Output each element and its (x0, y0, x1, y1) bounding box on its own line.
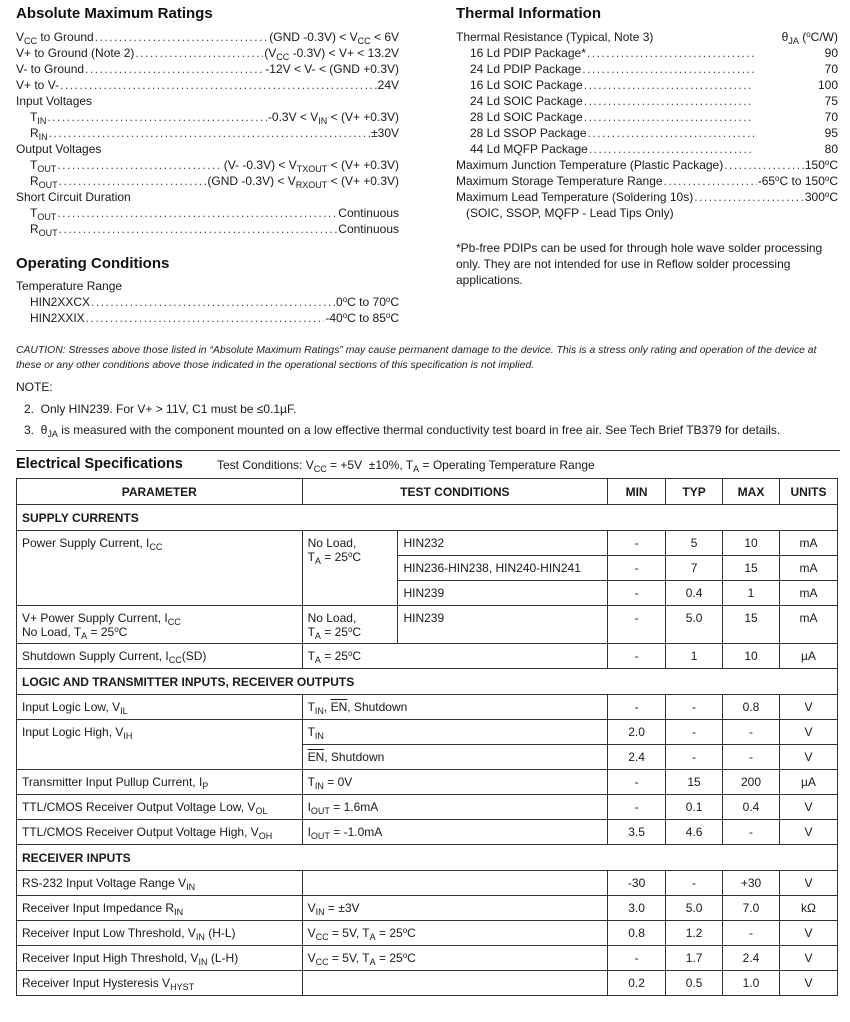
lead-tips-label: (SOIC, SSOP, MQFP - Lead Tips Only) (466, 206, 674, 220)
theta-ja-value: 95 (824, 126, 838, 140)
spec-row (16, 173, 399, 189)
param-cell: Power Supply Current, $I_{CC}$ (17, 531, 303, 606)
thermal-package-row (456, 141, 838, 157)
typ-cell: - (666, 871, 723, 896)
table-row (17, 770, 838, 795)
device-cell: HIN239 (398, 581, 608, 606)
typ-cell: 0.1 (666, 795, 723, 820)
max-cell: 10 (723, 644, 780, 669)
spec-value: $-0.3V < V_{IN} < (V+ +0.3V)$ (267, 110, 399, 126)
spec-label: V- to Ground (16, 62, 85, 76)
dot-leader (135, 45, 263, 61)
min-cell: - (608, 770, 666, 795)
min-cell: 2.4 (608, 745, 666, 770)
spec-label: $R_{IN}$ (30, 126, 48, 142)
package-label: 24 Ld PDIP Package (470, 62, 582, 76)
spec-row (16, 294, 399, 310)
thermal-header-label: Thermal Resistance (Typical, Note 3) (456, 30, 654, 44)
min-cell: 3.5 (608, 820, 666, 845)
abs-max-title: Absolute Maximum Ratings (16, 5, 213, 22)
unit-cell: mA (779, 606, 837, 644)
dot-leader (584, 109, 754, 125)
theta-ja-value: 80 (824, 142, 838, 156)
unit-cell: V (779, 745, 837, 770)
temp-value: 150$^o$C (804, 158, 838, 172)
table-row (17, 921, 838, 946)
min-cell: - (608, 531, 666, 556)
package-label: 28 Ld SSOP Package (470, 126, 587, 140)
param-cell: RS-232 Input Voltage Range $V_{IN}$ (17, 871, 303, 896)
min-cell: 2.0 (608, 720, 666, 745)
typ-cell: - (666, 745, 723, 770)
unit-cell: V (779, 971, 837, 996)
spec-label: V+ to V- (16, 78, 60, 92)
spec-label: HIN2XXCX (30, 295, 91, 309)
thermal-title: Thermal Information (456, 5, 602, 22)
condition-cell: $T_{IN} = 0V$ (302, 770, 608, 795)
typ-cell: 0.4 (666, 581, 723, 606)
abs-max-list (16, 29, 399, 237)
unit-cell: mA (779, 581, 837, 606)
package-label: 16 Ld SOIC Package (470, 78, 583, 92)
package-label: 28 Ld SOIC Package (470, 110, 583, 124)
dot-leader (57, 157, 222, 173)
table-row (17, 795, 838, 820)
spec-row (16, 61, 399, 77)
group-row-receiver (17, 845, 838, 871)
typ-cell: 0.5 (666, 971, 723, 996)
spec-row (16, 45, 399, 61)
spec-row (16, 310, 399, 326)
dot-leader (664, 173, 757, 189)
spec-row (16, 93, 399, 109)
dot-leader (85, 61, 264, 77)
max-cell: 10 (723, 531, 780, 556)
param-cell: TTL/CMOS Receiver Output Voltage High, $V_{OH}$ (17, 820, 303, 845)
min-cell: 3.0 (608, 896, 666, 921)
condition-cell: $\overline{EN}$, Shutdown (302, 745, 608, 770)
max-cell: 200 (723, 770, 780, 795)
theta-ja-value: 90 (824, 46, 838, 60)
theta-ja-value: 70 (824, 62, 838, 76)
spec-value: Continuous (338, 206, 399, 220)
max-cell: 1 (723, 581, 780, 606)
dot-leader (59, 173, 207, 189)
typ-cell: 5.0 (666, 896, 723, 921)
dot-leader (582, 61, 754, 77)
min-cell: -30 (608, 871, 666, 896)
table-header-row (17, 479, 838, 505)
theta-ja-value: 70 (824, 110, 838, 124)
min-cell: - (608, 606, 666, 644)
typ-cell: 5.0 (666, 606, 723, 644)
spec-row (16, 221, 399, 237)
max-cell: 0.4 (723, 795, 780, 820)
electrical-title: Electrical Specifications (16, 456, 183, 472)
typ-cell: - (666, 720, 723, 745)
unit-cell: µA (779, 770, 837, 795)
typ-cell: 1.7 (666, 946, 723, 971)
spec-value: ($V_{CC}$ -0.3V) < V+ < 13.2V (264, 46, 399, 62)
spec-value: Continuous (338, 222, 399, 236)
lead-tips-note (456, 205, 838, 221)
table-row (17, 946, 838, 971)
temp-label: Maximum Junction Temperature (Plastic Package) (456, 158, 724, 172)
spec-row (16, 278, 399, 294)
unit-cell: V (779, 921, 837, 946)
unit-cell: V (779, 720, 837, 745)
theta-ja-value: 100 (817, 78, 838, 92)
max-cell: 2.4 (723, 946, 780, 971)
spec-row (16, 77, 399, 93)
unit-cell: mA (779, 556, 837, 581)
thermal-package-row (456, 125, 838, 141)
spec-value: (GND $-0.3V) < V_{CC} < 6V$ (269, 30, 399, 46)
group-label: LOGIC AND TRANSMITTER INPUTS, RECEIVER OUTPUTS (17, 669, 838, 695)
thermal-package-row (456, 45, 838, 61)
device-cell: HIN236-HIN238, HIN240-HIN241 (398, 556, 608, 581)
condition-cell: No Load, $T_A = 25^oC$ (302, 606, 398, 644)
spec-label: Short Circuit Duration (16, 190, 131, 204)
dot-leader (694, 189, 804, 205)
dot-leader (49, 125, 370, 141)
thermal-list (456, 29, 838, 221)
condition-cell: $T_A = 25^oC$ (302, 644, 608, 669)
condition-cell: $V_{CC} = 5V$, $T_A = 25^oC$ (302, 921, 608, 946)
operating-title: Operating Conditions (16, 255, 170, 272)
temp-label: Maximum Lead Temperature (Soldering 10s) (456, 190, 694, 204)
param-cell: Receiver Input Low Threshold, $V_{IN}$ (H-L) (17, 921, 303, 946)
typ-cell: 1.2 (666, 921, 723, 946)
header-min: MIN (608, 479, 666, 505)
param-cell: Receiver Input Impedance $R_{IN}$ (17, 896, 303, 921)
unit-cell: kΩ (779, 896, 837, 921)
thermal-package-row (456, 93, 838, 109)
dot-leader (589, 141, 754, 157)
header-max: MAX (723, 479, 780, 505)
unit-cell: µA (779, 644, 837, 669)
table-row (17, 695, 838, 720)
spec-value: 24V (377, 78, 399, 92)
table-row (17, 531, 838, 556)
dot-leader (60, 77, 377, 93)
electrical-conditions: Test Conditions: $V_{CC} = +5V \pm 10\%$, $T_A$ = Operating Temperature Range (217, 458, 595, 474)
max-cell: 15 (723, 606, 780, 644)
spec-value: (GND $-0.3V) < V_{RXOUT} < (V+ +0.3V)$ (207, 174, 399, 190)
table-row (17, 971, 838, 996)
unit-cell: V (779, 695, 837, 720)
max-cell: 7.0 (723, 896, 780, 921)
note-3: 3. $\theta_{JA}$ is measured with the component mounted on a low effective thermal conductivity test board in free air. See Tech Brief TB379 for details. (24, 423, 781, 439)
device-cell: HIN239 (398, 606, 608, 644)
typ-cell: - (666, 695, 723, 720)
dot-leader (47, 109, 267, 125)
min-cell: 0.8 (608, 921, 666, 946)
spec-label: HIN2XXIX (30, 311, 85, 325)
header-units: UNITS (779, 479, 837, 505)
condition-cell: $I_{OUT} = -1.0mA$ (302, 820, 608, 845)
pb-free-note: *Pb-free PDIPs can be used for through hole wave solder processing only. They are not intended for use in Reflow solder processing applications. (456, 241, 823, 287)
spec-label: $T_{OUT}$ (30, 158, 57, 174)
typ-cell: 5 (666, 531, 723, 556)
spec-label: Output Voltages (16, 142, 102, 156)
unit-cell: V (779, 795, 837, 820)
spec-label: $V_{CC}$ to Ground (16, 30, 94, 46)
notes-heading: NOTE: (16, 380, 53, 394)
operating-list (16, 278, 399, 326)
unit-cell: V (779, 820, 837, 845)
dot-leader (57, 205, 337, 221)
thermal-temp-row (456, 189, 838, 205)
spec-value: -12V < V- < (GND +0.3V) (265, 62, 399, 76)
max-cell: +30 (723, 871, 780, 896)
spec-value: -40$^o$C to 85$^o$C (325, 311, 399, 325)
param-cell: Transmitter Input Pullup Current, $I_P$ (17, 770, 303, 795)
spec-label: $T_{IN}$ (30, 110, 47, 126)
max-cell: - (723, 921, 780, 946)
min-cell: 0.2 (608, 971, 666, 996)
dot-leader (86, 310, 325, 326)
dot-leader (584, 77, 754, 93)
spec-row (16, 189, 399, 205)
dot-leader (91, 294, 335, 310)
max-cell: 15 (723, 556, 780, 581)
table-row (17, 896, 838, 921)
header-typ: TYP (666, 479, 723, 505)
param-cell: V+ Power Supply Current, $I_{CC}$ No Load, $T_A = 25^oC$ (17, 606, 303, 644)
param-cell: Input Logic High, $V_{IH}$ (17, 720, 303, 770)
unit-cell: V (779, 946, 837, 971)
header-test-conditions: TEST CONDITIONS (302, 479, 608, 505)
typ-cell: 15 (666, 770, 723, 795)
package-label: 16 Ld PDIP Package* (470, 46, 586, 60)
spec-label: Input Voltages (16, 94, 93, 108)
typ-cell: 4.6 (666, 820, 723, 845)
param-cell: Shutdown Supply Current, $I_{CC}(SD)$ (17, 644, 303, 669)
max-cell: 1.0 (723, 971, 780, 996)
dot-leader (584, 93, 754, 109)
spec-value: ±30V (371, 126, 399, 140)
max-cell: - (723, 820, 780, 845)
unit-cell: mA (779, 531, 837, 556)
spec-value: 0$^o$C to 70$^o$C (336, 295, 399, 309)
spec-row (16, 125, 399, 141)
device-cell: HIN232 (398, 531, 608, 556)
group-row-supply (17, 505, 838, 531)
dot-leader (59, 221, 338, 237)
typ-cell: 7 (666, 556, 723, 581)
dot-leader (588, 125, 754, 141)
spec-label: $T_{OUT}$ (30, 206, 57, 222)
table-row (17, 820, 838, 845)
spec-row (16, 157, 399, 173)
spec-label: V+ to Ground (Note 2) (16, 46, 135, 60)
max-cell: - (723, 745, 780, 770)
spec-row (16, 141, 399, 157)
thermal-temp-row (456, 173, 838, 189)
spec-row (16, 109, 399, 125)
temp-value: -65$^o$C to 150$^o$C (757, 174, 838, 188)
thermal-header-unit: $\theta_{JA}$ ($^o$C/W) (781, 30, 838, 46)
param-cell: Receiver Input High Threshold, $V_{IN}$ (L-H) (17, 946, 303, 971)
unit-cell: V (779, 871, 837, 896)
thermal-package-row (456, 109, 838, 125)
package-label: 44 Ld MQFP Package (470, 142, 588, 156)
divider-top (16, 450, 840, 451)
condition-cell: $V_{CC} = 5V$, $T_A = 25^oC$ (302, 946, 608, 971)
min-cell: - (608, 644, 666, 669)
param-cell: TTL/CMOS Receiver Output Voltage Low, $V_{OL}$ (17, 795, 303, 820)
typ-cell: 1 (666, 644, 723, 669)
max-cell: 0.8 (723, 695, 780, 720)
header-parameter: PARAMETER (17, 479, 303, 505)
min-cell: - (608, 946, 666, 971)
thermal-header-row (456, 29, 838, 45)
group-row-logic (17, 669, 838, 695)
temp-value: 300$^o$C (804, 190, 838, 204)
min-cell: - (608, 556, 666, 581)
table-row (17, 871, 838, 896)
min-cell: - (608, 695, 666, 720)
table-row (17, 644, 838, 669)
caution-text: CAUTION: Stresses above those listed in “Absolute Maximum Ratings” may cause permanent damage to the device. This is a stress only rating and operation of the device at these or any other conditions above those indicated in the operational sections of this specification is not implied. (16, 345, 817, 371)
spec-label: $R_{OUT}$ (30, 222, 58, 238)
condition-cell: $T_{IN}$, $\overline{EN}$, Shutdown (302, 695, 608, 720)
max-cell: - (723, 720, 780, 745)
thermal-package-row (456, 77, 838, 93)
thermal-package-row (456, 61, 838, 77)
param-cell: Receiver Input Hysteresis $V_{HYST}$ (17, 971, 303, 996)
condition-cell: No Load, $T_A = 25^oC$ (302, 531, 398, 606)
spec-label: $R_{OUT}$ (30, 174, 58, 190)
table-row (17, 720, 838, 745)
condition-cell: $V_{IN} = \pm 3V$ (302, 896, 608, 921)
param-cell: Input Logic Low, $V_{IL}$ (17, 695, 303, 720)
dot-leader (587, 45, 754, 61)
package-label: 24 Ld SOIC Package (470, 94, 583, 108)
theta-ja-value: 75 (824, 94, 838, 108)
min-cell: - (608, 581, 666, 606)
thermal-temp-row (456, 157, 838, 173)
electrical-spec-table (16, 478, 838, 996)
group-label: RECEIVER INPUTS (17, 845, 838, 871)
dot-leader (95, 29, 269, 45)
condition-cell (302, 871, 608, 896)
spec-row (16, 205, 399, 221)
spec-row (16, 29, 399, 45)
temp-label: Maximum Storage Temperature Range (456, 174, 663, 188)
spec-label: Temperature Range (16, 279, 123, 293)
dot-leader (724, 157, 804, 173)
min-cell: - (608, 795, 666, 820)
condition-cell: $T_{IN}$ (302, 720, 608, 745)
condition-cell: $I_{OUT} = 1.6mA$ (302, 795, 608, 820)
group-label: SUPPLY CURRENTS (17, 505, 838, 531)
table-row (17, 606, 838, 644)
spec-value: (V- $-0.3V) < V_{TXOUT} < (V+ +0.3V)$ (223, 158, 399, 174)
condition-cell (302, 971, 608, 996)
note-2: 2. Only HIN239. For V+ > 11V, C1 must be ≤0.1µF. (24, 402, 297, 416)
